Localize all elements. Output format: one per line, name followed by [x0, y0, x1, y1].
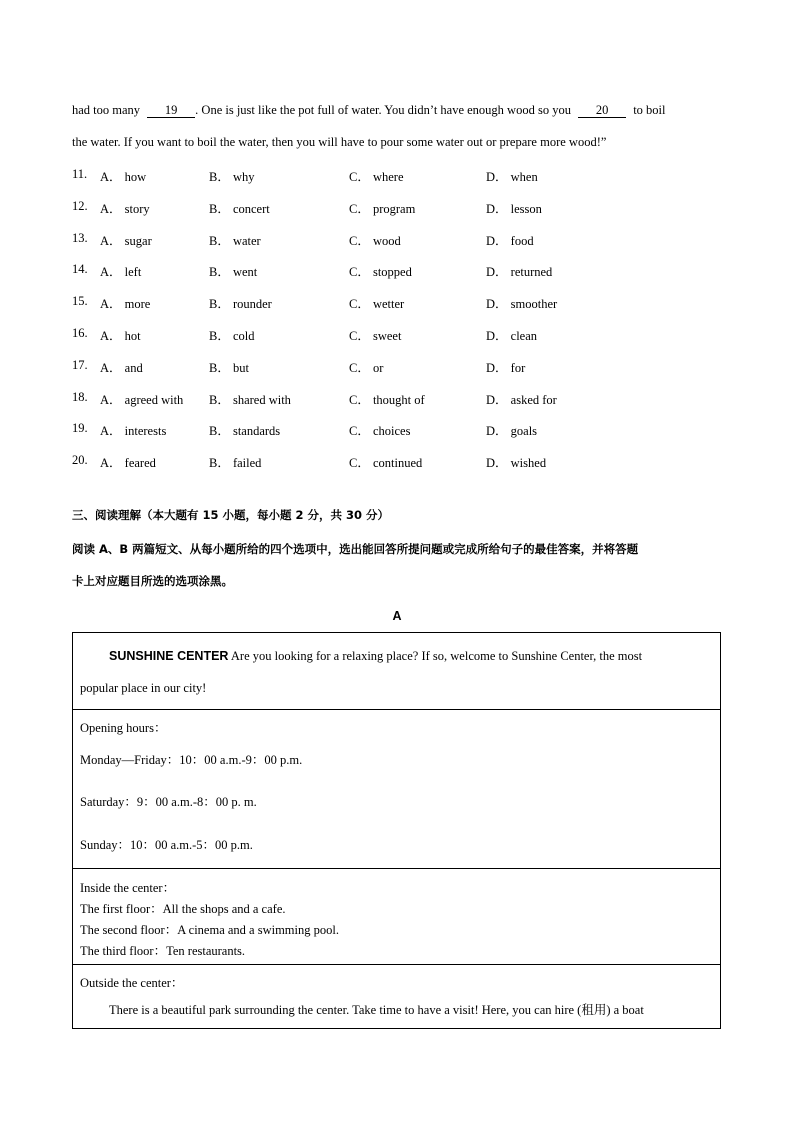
passage-line-2: the water. If you want to boil the water, then you will have to pour some water out or prepare more wood!”: [72, 135, 607, 149]
hours-weekday: Monday—Friday：10：00 a.m.-9：00 p.m.: [80, 753, 303, 767]
option-c: C． or: [349, 361, 384, 375]
passage-text: had too many: [72, 103, 141, 117]
option-a: A． agreed with: [100, 393, 184, 407]
question-row: [72, 390, 722, 410]
option-d: D． smoother: [486, 297, 558, 311]
question-row: [72, 453, 722, 473]
question-row: [72, 199, 722, 219]
question-row: [72, 294, 722, 314]
question-number: 12.: [72, 199, 88, 213]
ad-intro-text: popular place in our city!: [80, 681, 207, 695]
option-c: C． wood: [349, 234, 401, 248]
option-b: B． cold: [209, 329, 255, 343]
question-row: [72, 167, 722, 187]
center-name: SUNSHINE CENTER: [109, 649, 229, 663]
option-a: A． how: [100, 170, 147, 184]
option-a: A． story: [100, 202, 150, 216]
option-a: A． left: [100, 265, 142, 279]
question-number: 19.: [72, 421, 88, 435]
option-c: C． where: [349, 170, 404, 184]
question-number: 15.: [72, 294, 88, 308]
option-c: C． sweet: [349, 329, 402, 343]
ad-inside-cell: [73, 869, 720, 965]
question-row: [72, 421, 722, 441]
option-d: D． returned: [486, 265, 553, 279]
ad-intro-cell: [73, 633, 720, 710]
hours-label: Opening hours：: [80, 721, 167, 735]
question-number: 17.: [72, 358, 88, 372]
option-c: C． stopped: [349, 265, 412, 279]
question-row: [72, 262, 722, 282]
ad-hours-cell: [73, 710, 720, 869]
option-d: D． food: [486, 234, 534, 248]
option-d: D． when: [486, 170, 538, 184]
option-c: C． thought of: [349, 393, 425, 407]
ad-intro-text: Are you looking for a relaxing place? If so, welcome to Sunshine Center, the most: [228, 649, 643, 663]
option-d: D． for: [486, 361, 526, 375]
blank-19: 19: [147, 103, 195, 118]
option-b: B． failed: [209, 456, 262, 470]
question-row: [72, 358, 722, 378]
blank-20: 20: [578, 103, 626, 118]
option-a: A． interests: [100, 424, 167, 438]
option-a: A． and: [100, 361, 143, 375]
question-number: 16.: [72, 326, 88, 340]
option-a: A． feared: [100, 456, 156, 470]
option-d: D． wished: [486, 456, 547, 470]
option-b: B． shared with: [209, 393, 291, 407]
option-c: C． program: [349, 202, 416, 216]
option-b: B． concert: [209, 202, 270, 216]
inside-label: Inside the center：: [80, 881, 176, 895]
option-b: B． standards: [209, 424, 281, 438]
option-a: A． sugar: [100, 234, 152, 248]
ad-outside-cell: [73, 965, 720, 1029]
option-b: B． why: [209, 170, 255, 184]
option-c: C． continued: [349, 456, 423, 470]
option-d: D． lesson: [486, 202, 542, 216]
option-b: B． rounder: [209, 297, 272, 311]
section-heading: 三、阅读理解（本大题有 15 小题，每小题 2 分，共 30 分）: [72, 508, 390, 522]
outside-label: Outside the center：: [80, 976, 184, 990]
option-b: B． water: [209, 234, 261, 248]
floor-2: The second floor：A cinema and a swimming pool.: [80, 923, 339, 937]
question-number: 18.: [72, 390, 88, 404]
question-number: 13.: [72, 231, 88, 245]
option-d: D． clean: [486, 329, 538, 343]
option-c: C． wetter: [349, 297, 405, 311]
section-instruction: 阅读 A、B 两篇短文、从每小题所给的四个选项中，选出能回答所提问题或完成所给句子的最佳答案，并将答题: [72, 542, 639, 556]
question-row: [72, 326, 722, 346]
question-number: 11.: [72, 167, 88, 181]
question-number: 20.: [72, 453, 88, 467]
passage-label: A: [392, 609, 402, 623]
option-c: C． choices: [349, 424, 411, 438]
outside-text: There is a beautiful park surrounding the center. Take time to have a visit! Here, you can hire (租用) a boat: [109, 1003, 644, 1017]
question-row: [72, 231, 722, 251]
passage-text: to boil: [633, 103, 666, 117]
passage-text: . One is just like the pot full of water. You didn’t have enough wood so you: [195, 103, 571, 117]
option-b: B． went: [209, 265, 258, 279]
option-d: D． goals: [486, 424, 538, 438]
option-b: B． but: [209, 361, 249, 375]
section-instruction: 卡上对应题目所选的选项涂黑。: [72, 574, 233, 588]
hours-saturday: Saturday：9：00 a.m.-8：00 p. m.: [80, 795, 257, 809]
question-number: 14.: [72, 262, 88, 276]
option-a: A． hot: [100, 329, 141, 343]
option-a: A． more: [100, 297, 151, 311]
floor-1: The first floor：All the shops and a cafe.: [80, 902, 286, 916]
option-d: D． asked for: [486, 393, 557, 407]
advertisement-table: [72, 632, 721, 1029]
passage-line-1: [72, 103, 666, 118]
floor-3: The third floor：Ten restaurants.: [80, 944, 246, 958]
hours-sunday: Sunday：10：00 a.m.-5：00 p.m.: [80, 838, 253, 852]
